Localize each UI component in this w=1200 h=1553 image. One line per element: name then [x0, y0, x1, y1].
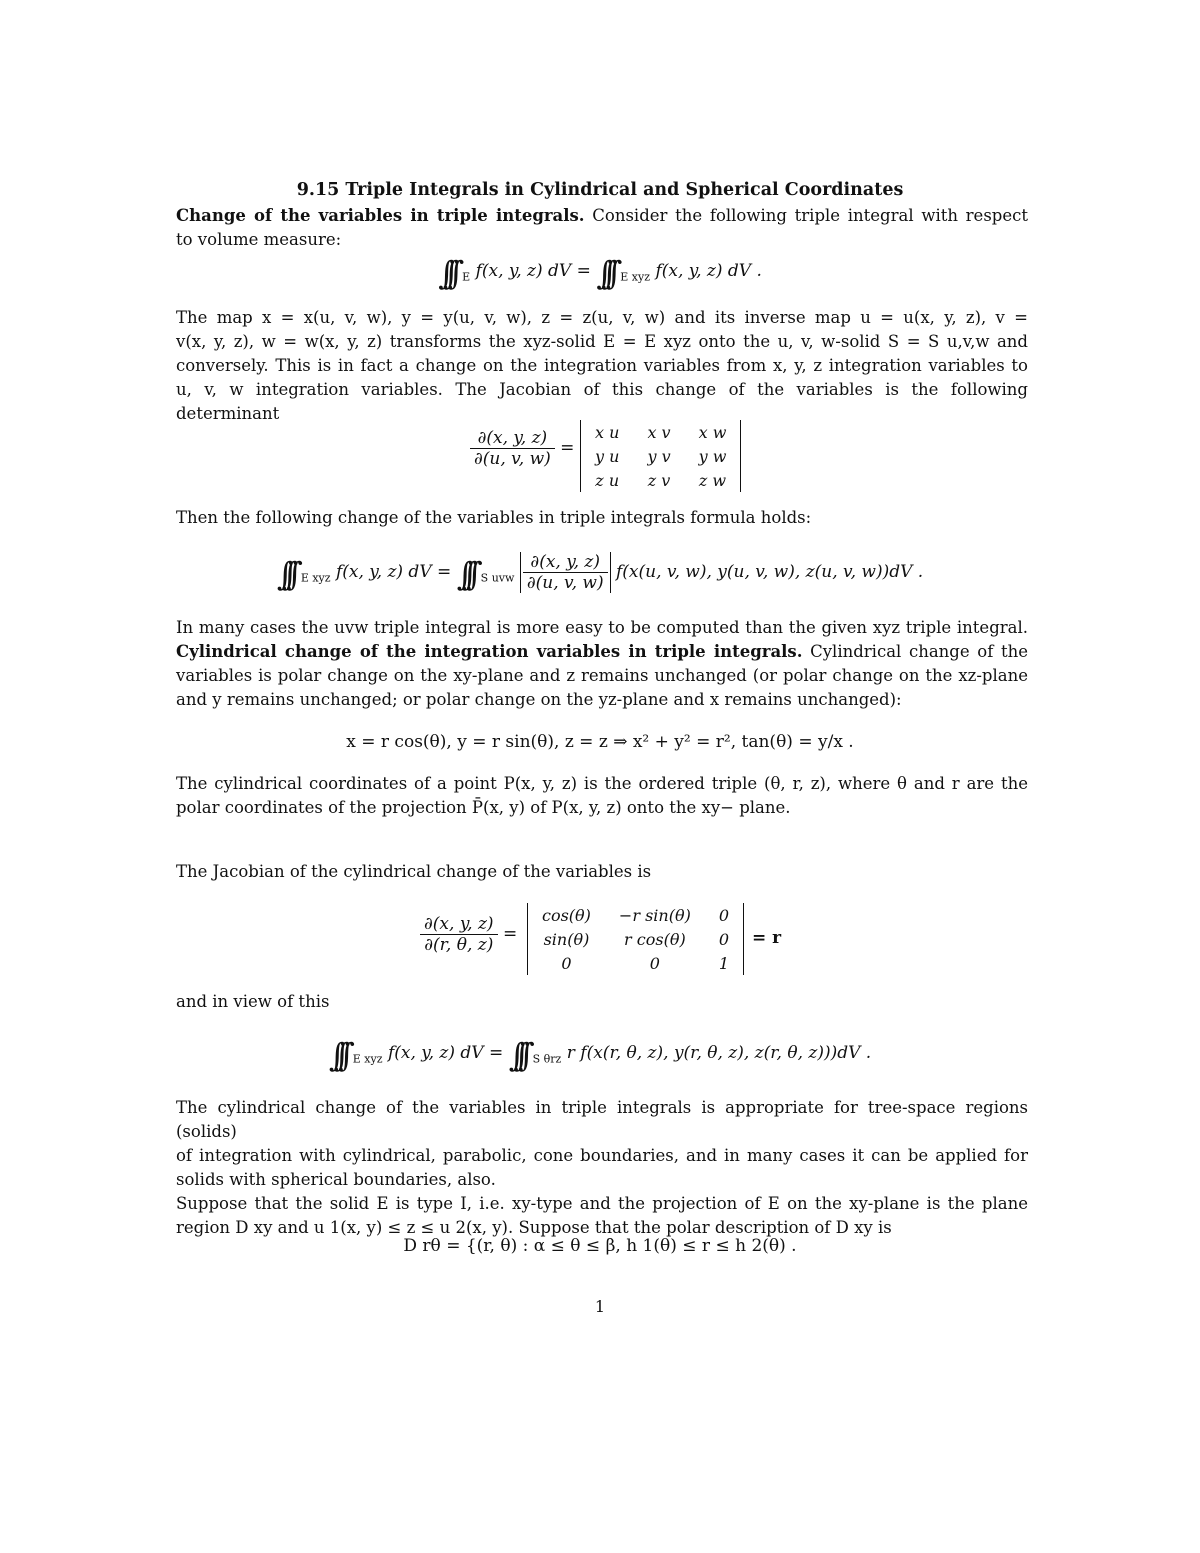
section-title: 9.15 Triple Integrals in Cylindrical and Spherical Coordinates	[296, 180, 904, 200]
equation-cylindrical-map: x = r cos(θ), y = r sin(θ), z = z ⇒ x² + y² = r², tan(θ) = y/x .	[346, 732, 854, 752]
jacobian-uvw-cell: x v	[647, 422, 671, 442]
then-line: Then the following change of the variables in triple integrals formula holds:	[176, 508, 812, 527]
cyl-line-1: In many cases the uvw triple integral is more easy to be computed than the given xyz triple integral.	[176, 618, 1028, 637]
jacobian-cyl-cell: r cos(θ)	[624, 929, 686, 949]
app-line-4: Suppose that the solid E is type I, i.e. xy-type and the projection of E on the xy-plane is the plane	[176, 1194, 1028, 1213]
jacobian-cyl-cell: −r sin(θ)	[618, 905, 691, 925]
in-view-line: and in view of this	[176, 992, 330, 1011]
coords-line-1: The cylindrical coordinates of a point P(x, y, z) is the ordered triple (θ, r, z), where θ and r are the	[176, 774, 1028, 793]
change-of-variables-heading: Change of the variables in triple integrals.	[176, 206, 585, 225]
jacobian-uvw-cell: y u	[595, 446, 620, 466]
triple-integral-symbol: ∫∫∫	[438, 254, 453, 292]
intro-line-1: Consider the following triple integral with respect	[592, 206, 1028, 225]
app-line-2: of integration with cylindrical, parabolic, cone boundaries, and in many cases it can be applied for	[176, 1146, 1028, 1165]
jacobian-cyl-fraction: $\frac{\partial(x, y, z)}{\partial(r, \theta, z)}$ =	[420, 914, 517, 955]
jacobian-cyl-cell: cos(θ)	[542, 905, 591, 925]
jacobian-uvw-row	[581, 444, 740, 468]
jacobian-cyl-cell: 0	[649, 953, 660, 973]
jacobian-uvw-cell: y w	[698, 446, 727, 466]
jacobian-cyl-cell: 1	[718, 953, 729, 973]
map-line-3: conversely. This is in fact a change on the integration variables from x, y, z integration variables to	[176, 356, 1028, 375]
jacobian-intro: The Jacobian of the cylindrical change of the variables is	[176, 862, 652, 881]
equation-change-of-variables: ∫∫∫ $_{E xyz}$ f(x, y, z) dV = ∫∫∫ $_{S uvw}$ $\frac{\partial(x, y, z)}{\partial(u, v, w)}$ f(x(u, v, w), y(u, v, w), z(u, v, w))dV .	[276, 552, 924, 593]
cylindrical-heading: Cylindrical change of the integration variables in triple integrals.	[176, 642, 803, 661]
jacobian-cyl-cell: 0	[718, 905, 729, 925]
map-line-1: The map x = x(u, v, w), y = y(u, v, w), z = z(u, v, w) and its inverse map u = u(x, y, z), v =	[176, 308, 1028, 327]
jacobian-uvw-cell: x w	[698, 422, 727, 442]
map-line-4: u, v, w integration variables. The Jacobian of this change of the variables is the following determinant	[176, 380, 1028, 423]
application-paragraph	[176, 1096, 1028, 1240]
jacobian-cyl-cell: sin(θ)	[543, 929, 590, 949]
jacobian-uvw-determinant	[580, 420, 741, 492]
map-line-2: v(x, y, z), w = w(x, y, z) transforms the xyz-solid E = E xyz onto the u, v, w-solid S = S u,v,w and	[176, 332, 1028, 351]
jacobian-result: = r	[752, 928, 782, 948]
jacobian-uvw-cell: x u	[595, 422, 620, 442]
app-line-5: region D xy and u 1(x, y) ≤ z ≤ u 2(x, y). Suppose that the polar description of D xy is	[176, 1218, 892, 1237]
cyl-line-4: and y remains unchanged; or polar change on the yz-plane and x remains unchanged):	[176, 690, 902, 709]
cyl-line-3: variables is polar change on the xy-plane and z remains unchanged (or polar change on the xz-plane	[176, 666, 1028, 685]
jacobian-uvw-row	[581, 420, 740, 444]
jacobian-uvw-row	[581, 468, 740, 492]
app-line-1: The cylindrical change of the variables in triple integrals is appropriate for tree-space regions (solids)	[176, 1098, 1028, 1141]
jacobian-uvw-fraction: $\frac{\partial(x, y, z)}{\partial(u, v, w)}$ =	[470, 428, 574, 469]
app-line-3: solids with spherical boundaries, also.	[176, 1170, 496, 1189]
jacobian-uvw-cell: z u	[595, 470, 620, 490]
jacobian-cyl-cell: 0	[561, 953, 572, 973]
equation-triple-integral-volume: ∫∫∫ $_E$ f(x, y, z) dV = ∫∫∫ $_{E xyz}$ f(x, y, z) dV .	[438, 254, 762, 292]
jacobian-uvw-cell: z w	[698, 470, 727, 490]
intro-line-2: to volume measure:	[176, 230, 342, 249]
jacobian-cyl-row	[528, 903, 743, 927]
cylindrical-paragraph: In many cases the uvw triple integral is more easy to be computed than the given xyz triple integral. Cylindrical change of the integration variables in triple integrals. Cylindrical change of the variables is polar change on the xy-plane and z remains unchanged (or polar change on the xz-plane and y remains unchanged; or polar change on the yz-plane and x remains unchanged):	[176, 616, 1028, 712]
page-number: 1	[594, 1297, 606, 1316]
coords-paragraph	[176, 772, 1028, 820]
jacobian-uvw-cell: y v	[647, 446, 671, 466]
jacobian-uvw-cell: z v	[647, 470, 671, 490]
jacobian-cyl-cell: 0	[718, 929, 729, 949]
equation-cylindrical-integral: ∫∫∫ $_{E xyz}$ f(x, y, z) dV = ∫∫∫ $_{S \theta rz}$ r f(x(r, θ, z), y(r, θ, z), z(r, θ, z)))dV .	[328, 1036, 872, 1074]
jacobian-cyl-row	[528, 951, 743, 975]
coords-line-2: polar coordinates of the projection P̄(x, y) of P(x, y, z) onto the xy− plane.	[176, 798, 791, 817]
equation-polar-description: D rθ = {(r, θ) : α ≤ θ ≤ β, h 1(θ) ≤ r ≤ h 2(θ) .	[403, 1236, 797, 1256]
triple-integral-symbol: ∫∫∫	[596, 254, 611, 292]
jacobian-cyl-row	[528, 927, 743, 951]
intro-paragraph	[176, 204, 1028, 252]
abs-jacobian: $\frac{\partial(x, y, z)}{\partial(u, v, w)}$	[520, 552, 611, 593]
map-paragraph	[176, 306, 1028, 426]
jacobian-cyl-determinant	[527, 903, 744, 975]
